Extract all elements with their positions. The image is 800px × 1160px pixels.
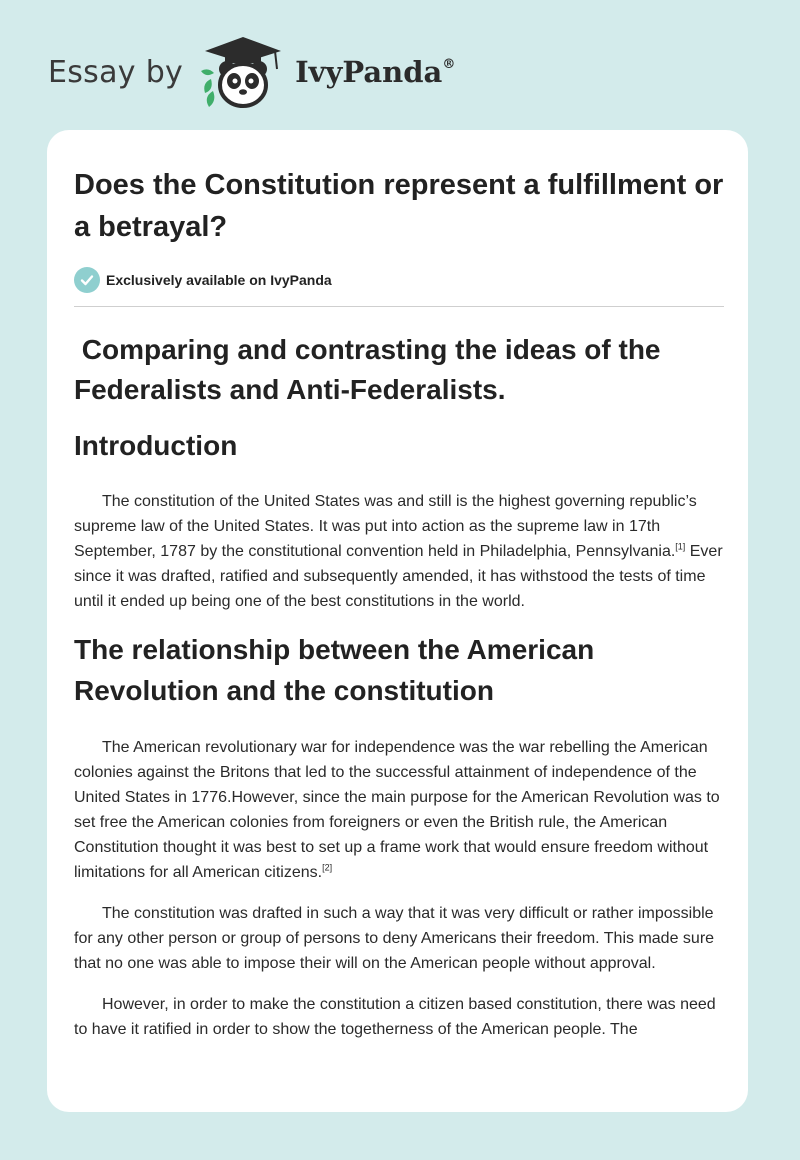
section-heading-relationship: The relationship between the American Revolution and the constitution bbox=[74, 634, 595, 706]
exclusive-text: Exclusively available on IvyPanda bbox=[106, 272, 332, 288]
paragraph-revolution bbox=[74, 735, 724, 885]
brand-name[interactable] bbox=[295, 55, 455, 89]
essay-subtitle: Comparing and contrasting the ideas of the Federalists and Anti-Federalists. bbox=[74, 334, 669, 405]
essay-by-label: Essay by bbox=[48, 54, 184, 90]
section-heading-introduction: Introduction bbox=[74, 430, 238, 461]
paragraph-text: The constitution of the United States was and still is the highest governing republic’s supreme law of the United States. It was put into action as the supreme law in 17th September, 1787 by the constitutional convention held in Philadelphia, Pennsylvania. bbox=[74, 493, 697, 560]
paragraph-drafting: The constitution was drafted in such a way that it was very difficult or rather impossible for any other person or group of persons to deny Americans their freedom. This made sure that no one was able to impose their will on the American people without approval. bbox=[74, 905, 715, 972]
exclusive-badge bbox=[74, 266, 724, 294]
essay-content bbox=[74, 130, 724, 1042]
paragraph-text: The American revolutionary war for independence was the war rebelling the American colonies against the Britons that led to the successful attainment of independence of the United States in 1776.However, since the main purpose for the American Revolution was to set free the American colonies from foreigners or even the British rule, the American Constitution thought it was best to set up a frame work that would ensure freedom without limitations for all American citizens. bbox=[74, 739, 720, 881]
footnote-ref-1[interactable]: [1] bbox=[675, 541, 686, 552]
essay-card bbox=[47, 130, 748, 1112]
page-title: Does the Constitution represent a fulfillment or a betrayal? bbox=[74, 169, 724, 243]
brand-name-text: IvyPanda bbox=[295, 55, 443, 89]
registered-mark: ® bbox=[442, 57, 456, 72]
brand-header bbox=[48, 32, 468, 112]
panda-logo-icon[interactable] bbox=[197, 33, 289, 111]
divider bbox=[74, 306, 724, 307]
paragraph-text-tail: Ever since it was drafted, ratified and subsequently amended, it has withstood the tests of time until it ended up being one of the best constitutions in the world. bbox=[74, 543, 723, 610]
check-circle-icon bbox=[74, 267, 100, 293]
paragraph-ratification: However, in order to make the constitution a citizen based constitution, there was need to have it ratified in order to show the togetherness of the American people. The bbox=[74, 996, 716, 1038]
footnote-ref-2[interactable]: [2] bbox=[322, 862, 333, 873]
paragraph-introduction bbox=[74, 489, 724, 614]
